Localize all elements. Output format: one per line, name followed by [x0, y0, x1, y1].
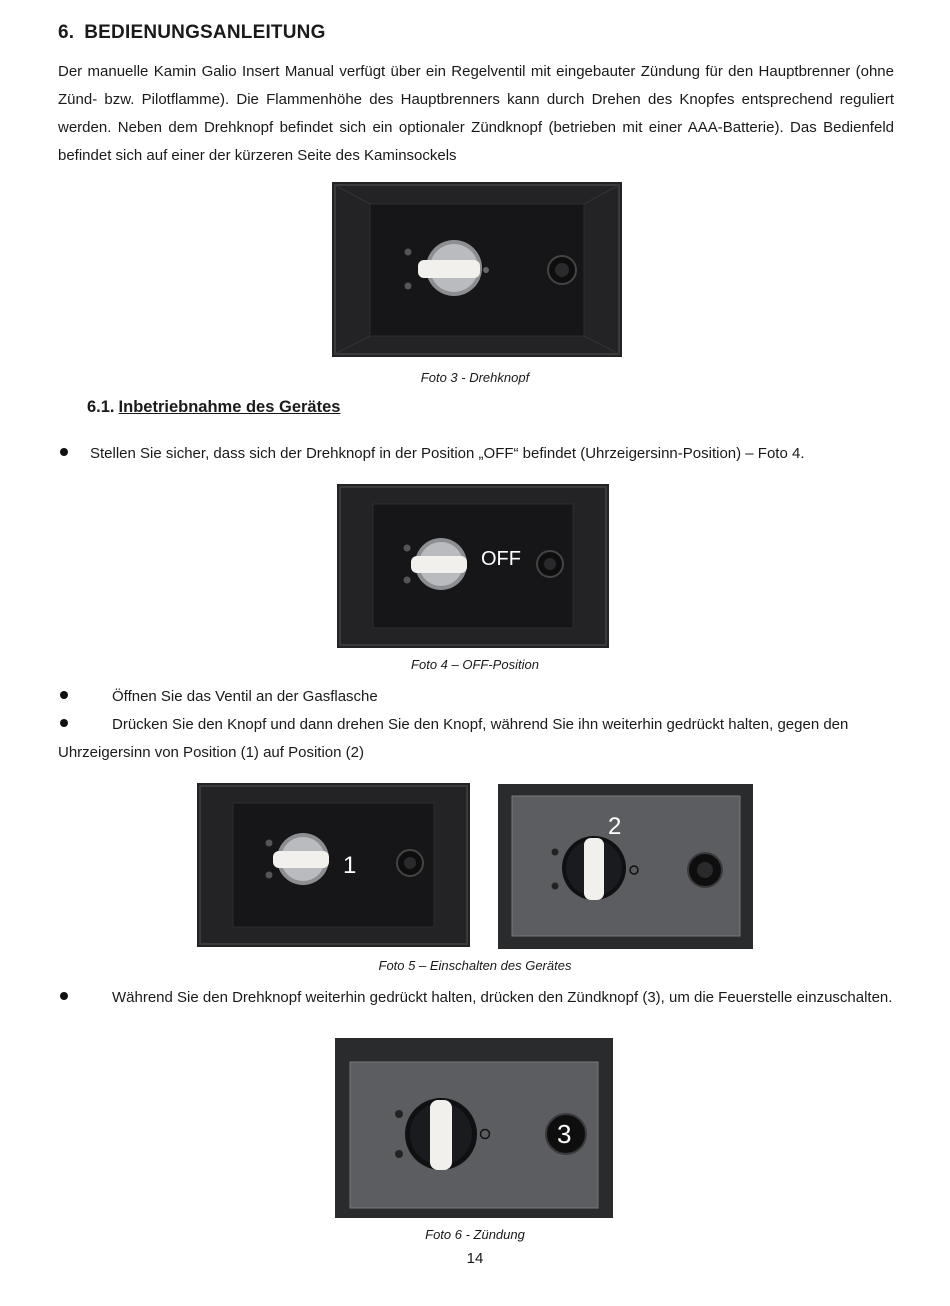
- bullet-dot: [60, 992, 68, 1000]
- section-heading: [58, 22, 326, 44]
- page-number: 14: [466, 1250, 484, 1267]
- photo-zuendung: [335, 1038, 613, 1218]
- caption-foto5: Foto 5 – Einschalten des Gerätes: [378, 958, 572, 973]
- subsection-title: Inbetriebnahme des Gerätes: [118, 398, 341, 416]
- section-title: BEDIENUNGSANLEITUNG: [84, 22, 326, 43]
- overlay-zuendknopf-3: 3: [557, 1119, 572, 1149]
- photo-position-1: [197, 783, 470, 947]
- overlay-position-1: 1: [343, 852, 357, 879]
- list-item: Drücken Sie den Knopf und dann drehen Sie den Knopf, während Sie ihn weiterhin gedrückt halten, gegen den Uhrzeigersinn von Position (1) auf Position (2): [58, 716, 849, 761]
- bullet-dot: [60, 448, 68, 456]
- list-item: Während Sie den Drehknopf weiterhin gedrückt halten, drücken den Zündknopf (3), um die Feuerstelle einzuschalten.: [58, 984, 894, 1012]
- caption-foto3: Foto 3 - Drehknopf: [420, 370, 530, 385]
- caption-foto6: Foto 6 - Zündung: [425, 1227, 525, 1242]
- overlay-position-2: 2: [608, 813, 622, 840]
- photo-position-2: [498, 784, 753, 949]
- overlay-off-label: OFF: [481, 548, 521, 570]
- bullet-dot: [60, 719, 68, 727]
- intro-paragraph: Der manuelle Kamin Galio Insert Manual verfügt über ein Regelventil mit eingebauter Zündung für den Hauptbrenner (ohne Zünd- bzw. Pilotflamme). Die Flammenhöhe des Hauptbrenners kann durch Drehen des Knopfes entsprechend reguliert werden. Neben dem Drehknopf befindet sich ein optionaler Zündknopf (betrieben mit einer AAA-Batterie). Das Bedienfeld befindet sich auf einer der kürzeren Seite des Kaminsockels: [58, 63, 894, 164]
- photo-drehknopf: [332, 182, 622, 357]
- list-item: Stellen Sie sicher, dass sich der Drehknopf in der Position „OFF“ befindet (Uhrzeigersinn-Position) – Foto 4.: [58, 440, 894, 468]
- subsection-number: 6.1.: [87, 398, 115, 416]
- photo-off-position: [337, 484, 609, 648]
- caption-foto4: Foto 4 – OFF-Position: [411, 657, 539, 672]
- section-number: 6.: [58, 22, 75, 43]
- bullet-dot: [60, 691, 68, 699]
- subsection-heading: [87, 398, 340, 417]
- list-item: Öffnen Sie das Ventil an der Gasflasche: [58, 683, 894, 711]
